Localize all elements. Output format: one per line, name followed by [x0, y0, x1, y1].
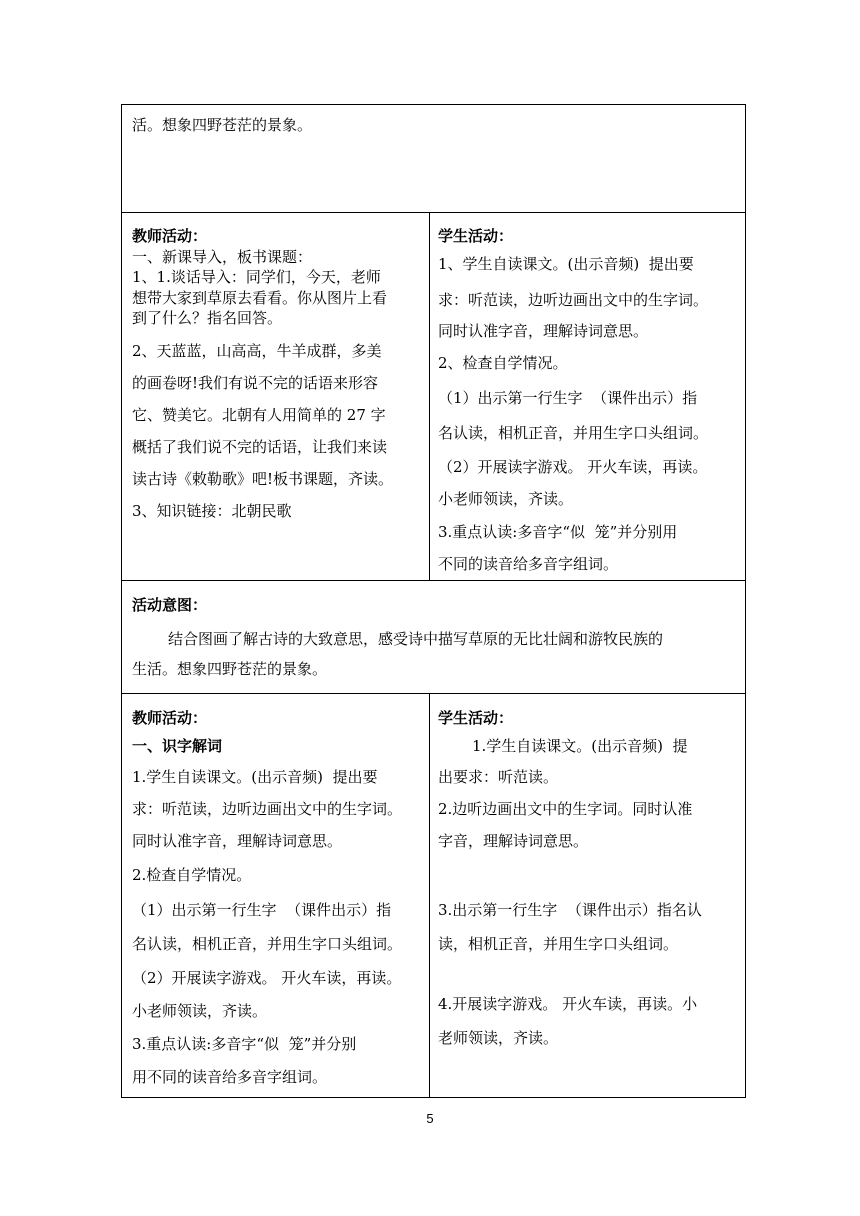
teacher-text-line: 3.重点认读:多音字“似 笼”并分别	[132, 1035, 357, 1053]
student-text-line: 1.学生自读课文。(出示音频) 提	[472, 737, 688, 755]
activity-intent-cell	[121, 580, 746, 694]
student-text-line: 2.边听边画出文中的生字词。同时认准	[438, 800, 693, 818]
student-text-line: 字音，理解诗词意思。	[438, 832, 589, 850]
student-text-line: 同时认准字音，理解诗词意思。	[438, 322, 649, 340]
activity-intent-line: 结合图画了解古诗的大致意思，感受诗中描写草原的无比壮阔和游牧民族的	[168, 630, 664, 648]
student-activity-heading: 学生活动：	[438, 709, 514, 727]
teacher-activity-cell-1	[121, 212, 430, 581]
student-text-line: 3.重点认读:多音字“似 笼”并分别用	[438, 523, 678, 541]
continuation-text: 活。想象四野苍茫的景象。	[132, 116, 313, 134]
teacher-text-line: 2.检查自学情况。	[132, 866, 252, 884]
student-activity-heading: 学生活动：	[438, 227, 514, 245]
student-text-line: 读，相机正音，并用生字口头组词。	[438, 935, 679, 953]
teacher-activity-heading: 教师活动：	[132, 227, 208, 245]
student-activity-cell-2	[429, 693, 746, 1098]
student-text-line: 1、学生自读课文。(出示音频) 提出要	[438, 255, 694, 273]
activity-intent-heading: 活动意图：	[132, 596, 208, 614]
teacher-text-line: 的画卷呀!我们有说不完的话语来形容	[132, 374, 379, 392]
teacher-text-line: （2）开展读字游戏。 开火车读，再读。	[132, 969, 402, 987]
page-number: 5	[426, 1111, 434, 1126]
teacher-subheading: 一、识字解词	[132, 737, 223, 755]
student-text-line: 求：听范读，边听边画出文中的生字词。	[438, 291, 709, 309]
teacher-text-line: 名认读，相机正音，并用生字口头组词。	[132, 935, 403, 953]
teacher-intro-line: 1、1.谈话导入：同学们，今天，老师	[132, 268, 381, 286]
teacher-intro-line: 想带大家到草原去看看。你从图片上看	[132, 289, 388, 307]
student-text-line: （1）出示第一行生字 （课件出示）指	[438, 389, 698, 407]
teacher-text-line: 它、赞美它。北朝有人用简单的 27 字	[132, 406, 386, 424]
student-text-line: 4.开展读字游戏。 开火车读，再读。小	[438, 995, 698, 1013]
student-text-line: 名认读，相机正音，并用生字口头组词。	[438, 424, 709, 442]
teacher-text-line: 1.学生自读课文。(出示音频) 提出要	[132, 768, 378, 786]
student-text-line: 出要求：听范读。	[438, 768, 559, 786]
teacher-text-line: 2、天蓝蓝，山高高，牛羊成群，多美	[132, 342, 382, 360]
student-activity-cell-1	[429, 212, 746, 581]
teacher-text-line: （1）出示第一行生字 （课件出示）指	[132, 901, 392, 919]
teacher-text-line: 读古诗《敕勒歌》吧!板书课题，齐读。	[132, 470, 394, 488]
teacher-text-line: 3、知识链接：北朝民歌	[132, 502, 292, 520]
teacher-intro-line: 到了什么？指名回答。	[132, 309, 283, 327]
teacher-text-line: 求：听范读，边听边画出文中的生字词。	[132, 800, 403, 818]
activity-intent-line: 生活。想象四野苍茫的景象。	[132, 660, 328, 678]
student-text-line: （2）开展读字游戏。 开火车读，再读。	[438, 458, 708, 476]
teacher-text-line: 概括了我们说不完的话语，让我们来读	[132, 438, 388, 456]
teacher-activity-cell-2	[121, 693, 430, 1098]
continuation-cell	[121, 104, 746, 213]
student-text-line: 3.出示第一行生字 （课件出示）指名认	[438, 901, 702, 919]
teacher-activity-heading: 教师活动：	[132, 709, 208, 727]
student-text-line: 不同的读音给多音字组词。	[438, 555, 619, 573]
teacher-text-line: 同时认准字音，理解诗词意思。	[132, 832, 343, 850]
student-text-line: 2、检查自学情况。	[438, 354, 568, 372]
student-text-line: 老师领读，齐读。	[438, 1029, 559, 1047]
student-text-line: 小老师领读，齐读。	[438, 490, 574, 508]
teacher-text-line: 用不同的读音给多音字组词。	[132, 1068, 328, 1086]
teacher-intro-line: 一、新课导入，板书课题：	[132, 248, 313, 266]
teacher-text-line: 小老师领读，齐读。	[132, 1002, 268, 1020]
